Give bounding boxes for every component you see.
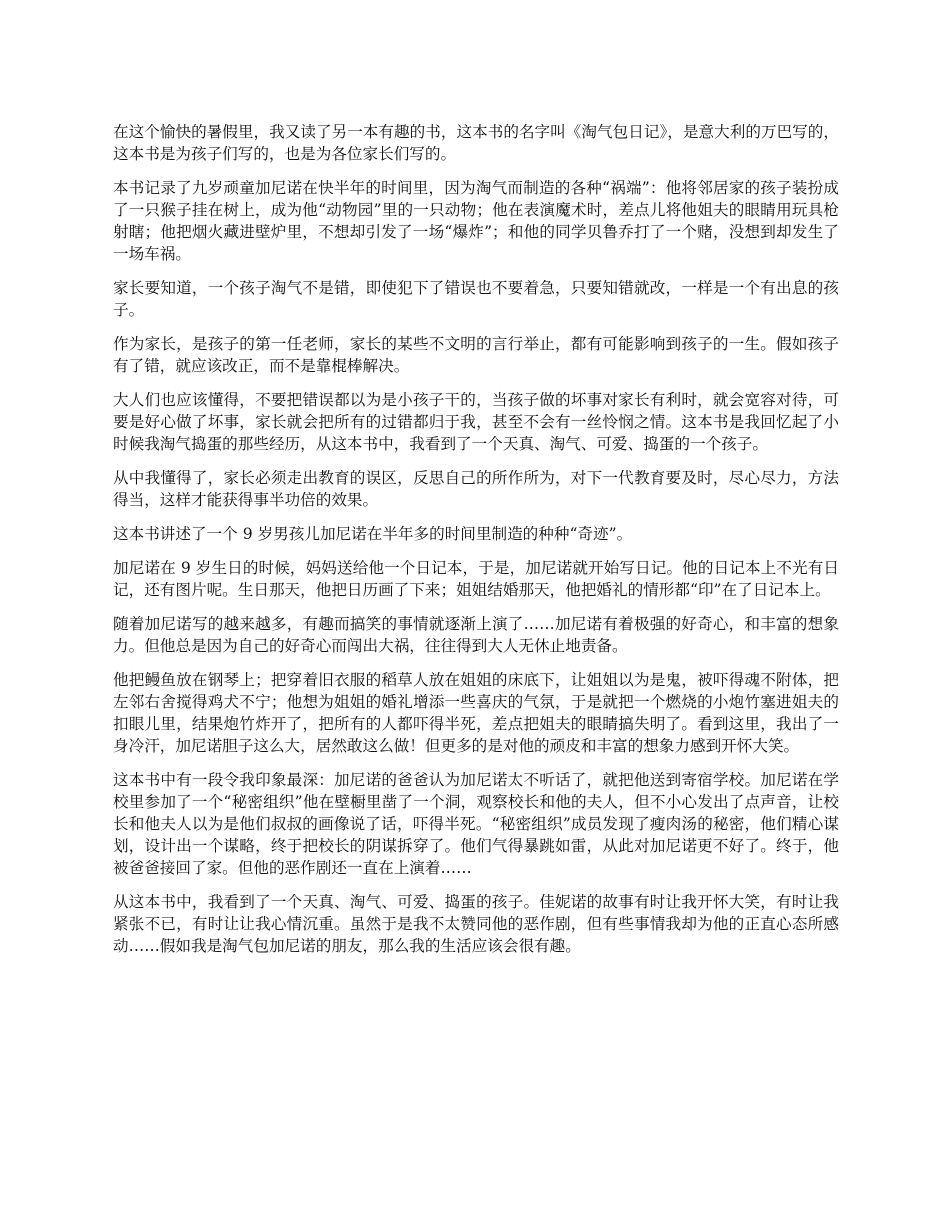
paragraph-5: 大人们也应该懂得，不要把错误都以为是小孩子干的，当孩子做的坏事对家长有利时，就会宽容对待，可要是好心做了坏事，家长就会把所有的过错都归于我，甚至不会有一丝怜悯之情。这本书是我回忆起了小时候我淘气捣蛋的那些经历，从这本书中，我看到了一个天真、淘气、可爱、捣蛋的一个孩子。 (113, 391, 839, 453)
paragraph-12: 从这本书中，我看到了一个天真、淘气、可爱、捣蛋的孩子。佳妮诺的故事有时让我开怀大笑，有时让我紧张不已，有时让让我心情沉重。虽然于是我不太赞同他的恶作剧，但有些事情我却为他的正直心态所感动……假如我是淘气包加尼诺的朋友，那么我的生活应该会很有趣。 (113, 893, 839, 955)
paragraph-11: 这本书中有一段令我印象最深：加尼诺的爸爸认为加尼诺太不听话了，就把他送到寄宿学校。加尼诺在学校里参加了一个“秘密组织”他在壁橱里凿了一个洞，观察校长和他的夫人，但不小心发出了点声音，让校长和他夫人以为是他们叔叔的画像说了话，吓得半死。“秘密组织”成员发现了瘦肉汤的秘密，他们精心谋划，设计出一个谋略，终于把校长的阴谋拆穿了。他们气得暴跳如雷，从此对加尼诺更不好了。终于，他被爸爸接回了家。但他的恶作剧还一直在上演着…… (113, 771, 839, 877)
paragraph-1: 在这个愉快的暑假里，我又读了另一本有趣的书，这本书的名字叫《淘气包日记》，是意大利的万巴写的，这本书是为孩子们写的，也是为各位家长们写的。 (113, 123, 839, 163)
paragraph-10: 他把鳗鱼放在钢琴上；把穿着旧衣服的稻草人放在姐姐的床底下，让姐姐以为是鬼，被吓得魂不附体，把左邻右舍搅得鸡犬不宁；他想为姐姐的婚礼增添一些喜庆的气氛，于是就把一个燃烧的小炮竹塞进姐夫的扣眼儿里，结果炮竹炸开了，把所有的人都吓得半死，差点把姐夫的眼睛搞失明了。看到这里，我出了一身冷汗，加尼诺胆子这么大，居然敢这么做！但更多的是对他的顽皮和丰富的想象力感到开怀大笑。 (113, 671, 839, 755)
document-body (113, 121, 839, 969)
paragraph-4: 作为家长，是孩子的第一任老师，家长的某些不文明的言行举止，都有可能影响到孩子的一生。假如孩子有了错，就应该改正，而不是靠棍棒解决。 (113, 335, 839, 375)
paragraph-3: 家长要知道，一个孩子淘气不是错，即使犯下了错误也不要着急，只要知错就改，一样是一个有出息的孩子。 (113, 279, 839, 319)
paragraph-9: 随着加尼诺写的越来越多，有趣而搞笑的事情就逐渐上演了……加尼诺有着极强的好奇心，和丰富的想象力。但他总是因为自己的好奇心而闯出大祸，往往得到大人无休止地责备。 (113, 615, 839, 655)
paragraph-7: 这本书讲述了一个 9 岁男孩儿加尼诺在半年多的时间里制造的种种“奇迹”。 (113, 525, 633, 543)
paragraph-6: 从中我懂得了，家长必须走出教育的误区，反思自己的所作所为，对下一代教育要及时，尽心尽力，方法得当，这样才能获得事半功倍的效果。 (113, 469, 839, 509)
paragraph-2: 本书记录了九岁顽童加尼诺在快半年的时间里，因为淘气而制造的各种“祸端”：他将邻居家的孩子装扮成了一只猴子挂在树上，成为他“动物园”里的一只动物；他在表演魔术时，差点儿将他姐夫的眼睛用玩具枪射瞎；他把烟火藏进壁炉里，不想却引发了一场“爆炸”；和他的同学贝鲁乔打了一个赌，没想到却发生了一场车祸。 (113, 179, 839, 263)
paragraph-8: 加尼诺在 9 岁生日的时候，妈妈送给他一个日记本，于是，加尼诺就开始写日记。他的日记本上不光有日记，还有图片呢。生日那天，他把日历画了下来；姐姐结婚那天，他把婚礼的情形都“印”在了日记本上。 (113, 559, 839, 599)
